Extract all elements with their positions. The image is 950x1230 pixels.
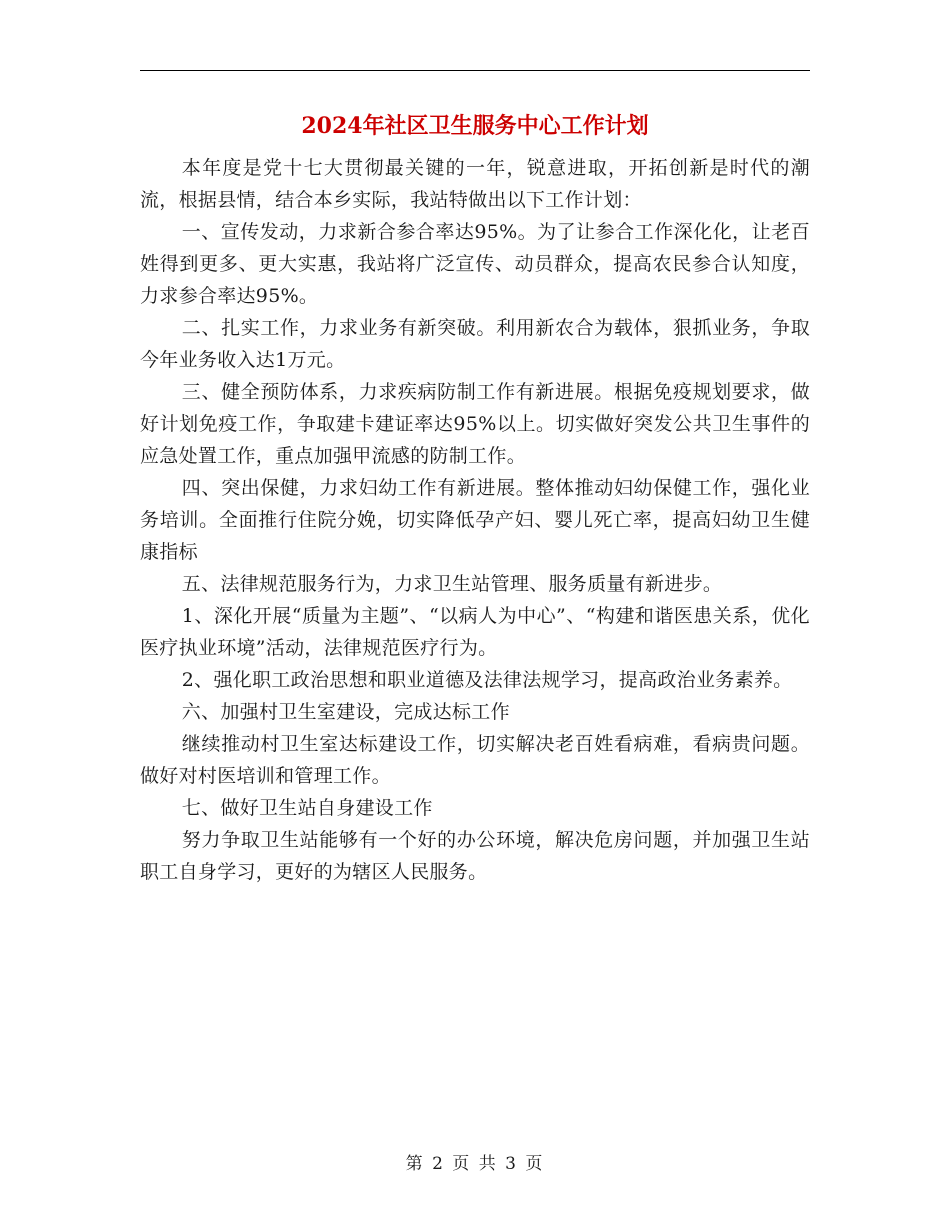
header-rule [140, 70, 810, 71]
paragraph-section-5-item-2: 2、强化职工政治思想和职业道德及法律法规学习，提高政治业务素养。 [181, 669, 793, 691]
paragraph-section-5-item-1: 1、深化开展“质量为主题”、“以病人为中心”、“构建和谐医患关系，优化医疗执业环境”活动，法律规范医疗行为。 [140, 605, 810, 659]
paragraph-section-7-detail: 努力争取卫生站能够有一个好的办公环境，解决危房问题，并加强卫生站职工自身学习，更好的为辖区人民服务。 [140, 829, 810, 883]
paragraph-section-3: 三、健全预防体系，力求疾病防制工作有新进展。根据免疫规划要求，做好计划免疫工作，争取建卡建证率达95%以上。切实做好突发公共卫生事件的应急处置工作，重点加强甲流感的防制工作。 [140, 381, 810, 467]
page-number: 第 2 页 共 3 页 [405, 1154, 545, 1174]
document-body [140, 152, 810, 888]
document-title: 2024年社区卫生服务中心工作计划 [301, 113, 649, 139]
paragraph-section-4: 四、突出保健，力求妇幼工作有新进展。整体推动妇幼保健工作，强化业务培训。全面推行住院分娩，切实降低孕产妇、婴儿死亡率，提高妇幼卫生健康指标 [140, 477, 810, 563]
paragraph-section-6-detail: 继续推动村卫生室达标建设工作，切实解决老百姓看病难，看病贵问题。做好对村医培训和管理工作。 [140, 733, 810, 787]
paragraph-section-2: 二、扎实工作，力求业务有新突破。利用新农合为载体，狠抓业务，争取今年业务收入达1万元。 [140, 317, 810, 371]
paragraph-intro: 本年度是党十七大贯彻最关键的一年，锐意进取，开拓创新是时代的潮流，根据县情，结合本乡实际，我站特做出以下工作计划： [140, 157, 810, 211]
paragraph-section-7: 七、做好卫生站自身建设工作 [181, 797, 433, 819]
paragraph-section-6: 六、加强村卫生室建设，完成达标工作 [181, 701, 510, 723]
paragraph-section-5: 五、法律规范服务行为，力求卫生站管理、服务质量有新进步。 [181, 573, 723, 595]
paragraph-section-1: 一、宣传发动，力求新合参合率达95%。为了让参合工作深化化，让老百姓得到更多、更大实惠，我站将广泛宣传、动员群众，提高农民参合认知度，力求参合率达95%。 [140, 221, 810, 307]
